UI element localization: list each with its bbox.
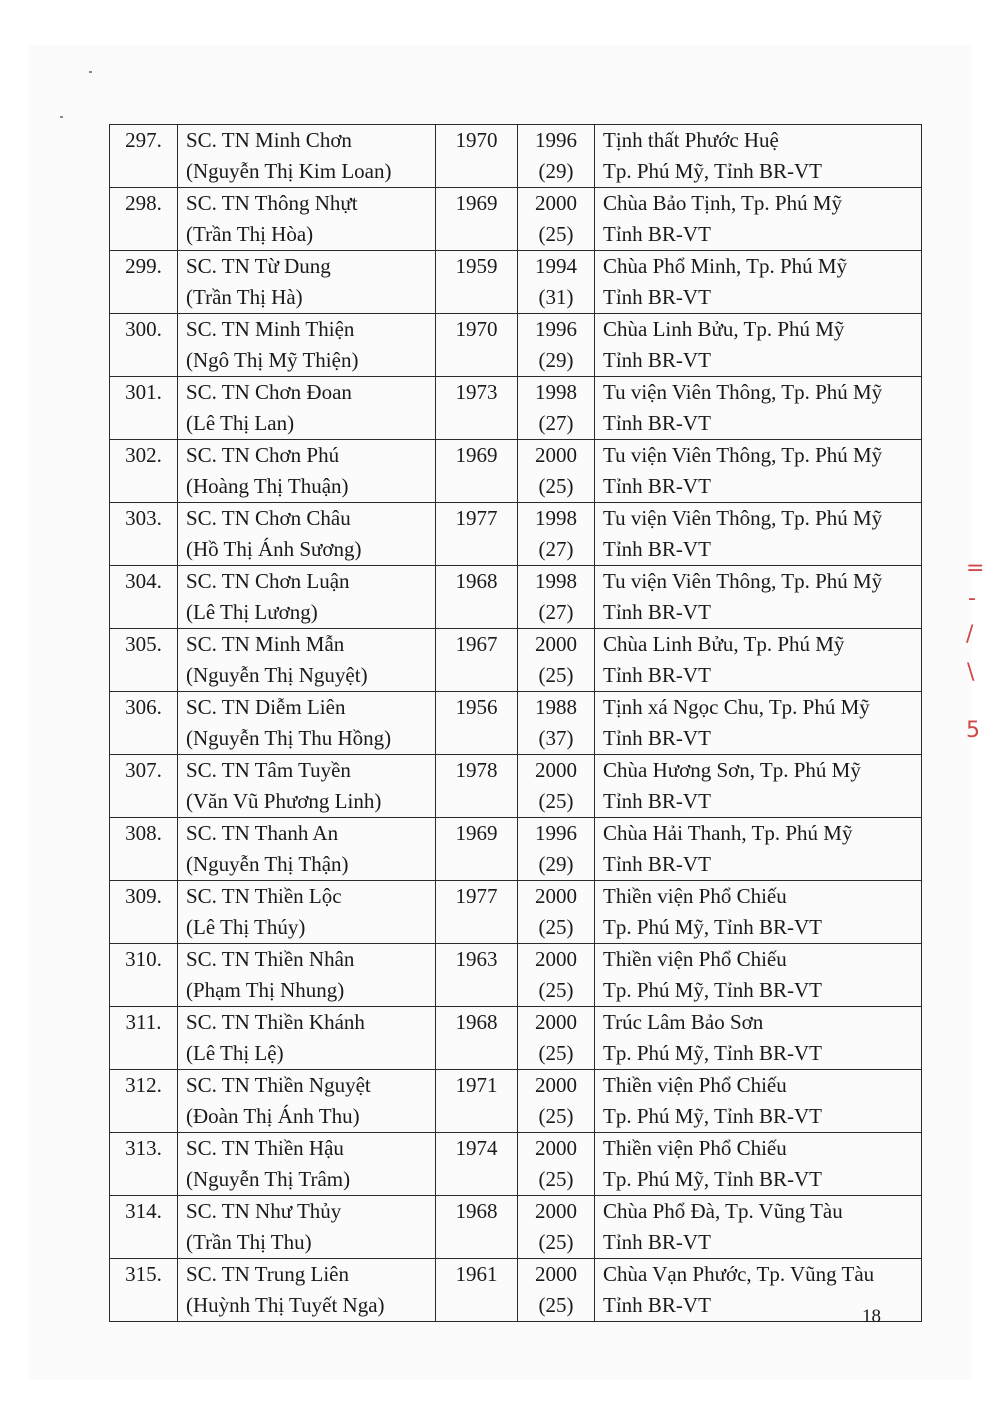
temple-location: Tp. Phú Mỹ, Tỉnh BR-VT (603, 978, 822, 1002)
table-row (110, 818, 922, 881)
name-cell (178, 125, 436, 188)
birth-year-cell (436, 440, 518, 503)
temple-name: Trúc Lâm Bảo Sơn (603, 1010, 764, 1034)
birth-year: 1969 (455, 821, 498, 845)
religious-name: SC. TN Chơn Phú (186, 443, 340, 467)
temple-location: Tp. Phú Mỹ, Tỉnh BR-VT (603, 159, 822, 183)
row-number: 315. (125, 1262, 162, 1286)
birth-year-cell (436, 1007, 518, 1070)
ordination-year: 2000 (535, 632, 577, 656)
ordination-age: (29) (538, 852, 574, 876)
row-number-cell (110, 944, 178, 1007)
name-cell (178, 818, 436, 881)
temple-name: Thiền viện Phổ Chiếu (603, 1136, 787, 1160)
table-row (110, 1133, 922, 1196)
lay-name: (Trần Thị Thu) (186, 1230, 312, 1254)
birth-year: 1971 (455, 1073, 498, 1097)
birth-year: 1968 (455, 1010, 498, 1034)
ordination-cell (518, 881, 595, 944)
scan-mark-red: = (966, 556, 985, 581)
birth-year: 1970 (455, 128, 498, 152)
ordination-age: (37) (538, 726, 574, 750)
table-row (110, 188, 922, 251)
birth-year-cell (436, 251, 518, 314)
lay-name: (Đoàn Thị Ánh Thu) (186, 1104, 360, 1128)
table-row (110, 944, 922, 1007)
table-row (110, 503, 922, 566)
lay-name: (Nguyễn Thị Thận) (186, 852, 349, 876)
ordination-year: 2000 (535, 947, 577, 971)
roster-body (110, 125, 922, 1322)
temple-location: Tỉnh BR-VT (603, 285, 711, 309)
temple-cell (595, 881, 922, 944)
birth-year-cell (436, 314, 518, 377)
ordination-cell (518, 755, 595, 818)
temple-name: Thiền viện Phổ Chiếu (603, 884, 787, 908)
birth-year-cell (436, 1259, 518, 1322)
row-number: 297. (125, 128, 162, 152)
lay-name: (Hồ Thị Ánh Sương) (186, 537, 362, 561)
table-row (110, 1259, 922, 1322)
religious-name: SC. TN Chơn Luận (186, 569, 350, 593)
temple-name: Chùa Vạn Phước, Tp. Vũng Tàu (603, 1262, 875, 1286)
ordination-cell (518, 1196, 595, 1259)
table-row (110, 1196, 922, 1259)
temple-cell (595, 1070, 922, 1133)
temple-location: Tỉnh BR-VT (603, 348, 711, 372)
name-cell (178, 629, 436, 692)
religious-name: SC. TN Minh Mẫn (186, 632, 345, 656)
temple-name: Tịnh thất Phước Huệ (603, 128, 779, 152)
ordination-cell (518, 377, 595, 440)
ordination-age: (27) (538, 537, 574, 561)
ordination-year: 1988 (535, 695, 577, 719)
scan-mark-red: / (966, 622, 974, 647)
row-number-cell (110, 314, 178, 377)
birth-year-cell (436, 566, 518, 629)
temple-name: Tu viện Viên Thông, Tp. Phú Mỹ (603, 380, 883, 404)
ordination-cell (518, 692, 595, 755)
ordination-age: (29) (538, 348, 574, 372)
religious-name: SC. TN Thanh An (186, 821, 339, 845)
birth-year-cell (436, 125, 518, 188)
religious-name: SC. TN Chơn Châu (186, 506, 351, 530)
temple-cell (595, 1007, 922, 1070)
name-cell (178, 314, 436, 377)
temple-cell (595, 1133, 922, 1196)
temple-location: Tỉnh BR-VT (603, 537, 711, 561)
ordination-age: (25) (538, 1104, 574, 1128)
birth-year-cell (436, 1133, 518, 1196)
row-number-cell (110, 818, 178, 881)
birth-year-cell (436, 881, 518, 944)
temple-location: Tỉnh BR-VT (603, 852, 711, 876)
temple-name: Chùa Bảo Tịnh, Tp. Phú Mỹ (603, 191, 842, 215)
temple-location: Tỉnh BR-VT (603, 222, 711, 246)
row-number-cell (110, 188, 178, 251)
table-row (110, 377, 922, 440)
temple-location: Tỉnh BR-VT (603, 600, 711, 624)
religious-name: SC. TN Thông Nhựt (186, 191, 358, 215)
religious-name: SC. TN Từ Dung (186, 254, 331, 278)
name-cell (178, 503, 436, 566)
religious-name: SC. TN Thiền Khánh (186, 1010, 365, 1034)
row-number: 305. (125, 632, 162, 656)
ordination-age: (27) (538, 411, 574, 435)
ordination-year: 2000 (535, 191, 577, 215)
lay-name: (Lê Thị Lan) (186, 411, 295, 435)
row-number: 310. (125, 947, 162, 971)
row-number-cell (110, 1070, 178, 1133)
table-row (110, 1070, 922, 1133)
birth-year-cell (436, 944, 518, 1007)
temple-name: Chùa Phổ Đà, Tp. Vũng Tàu (603, 1199, 843, 1223)
temple-name: Thiền viện Phổ Chiếu (603, 947, 787, 971)
temple-cell (595, 188, 922, 251)
row-number: 303. (125, 506, 162, 530)
temple-cell (595, 944, 922, 1007)
temple-cell (595, 1196, 922, 1259)
lay-name: (Lê Thị Lương) (186, 600, 318, 624)
temple-cell (595, 692, 922, 755)
ordination-cell (518, 629, 595, 692)
ordination-year: 1996 (535, 317, 577, 341)
scan-mark-red: 5 (966, 718, 980, 743)
lay-name: (Văn Vũ Phương Linh) (186, 789, 382, 813)
religious-name: SC. TN Minh Chơn (186, 128, 352, 152)
table-row (110, 251, 922, 314)
temple-location: Tỉnh BR-VT (603, 726, 711, 750)
row-number: 300. (125, 317, 162, 341)
row-number-cell (110, 1196, 178, 1259)
name-cell (178, 1196, 436, 1259)
religious-name: SC. TN Thiền Nhân (186, 947, 355, 971)
lay-name: (Nguyễn Thị Nguyệt) (186, 663, 368, 687)
temple-name: Chùa Linh Bửu, Tp. Phú Mỹ (603, 317, 845, 341)
lay-name: (Phạm Thị Nhung) (186, 978, 345, 1002)
row-number-cell (110, 251, 178, 314)
birth-year: 1969 (455, 191, 498, 215)
name-cell (178, 377, 436, 440)
birth-year-cell (436, 1196, 518, 1259)
ordination-year: 2000 (535, 758, 577, 782)
religious-name: SC. TN Thiền Hậu (186, 1136, 344, 1160)
ordination-age: (29) (538, 159, 574, 183)
ordination-year: 2000 (535, 1262, 577, 1286)
ordination-cell (518, 125, 595, 188)
ordination-year: 1996 (535, 128, 577, 152)
birth-year-cell (436, 629, 518, 692)
row-number: 299. (125, 254, 162, 278)
name-cell (178, 566, 436, 629)
temple-name: Tu viện Viên Thông, Tp. Phú Mỹ (603, 443, 883, 467)
birth-year: 1973 (455, 380, 498, 404)
religious-name: SC. TN Tâm Tuyền (186, 758, 351, 782)
roster-table (109, 124, 922, 1322)
temple-cell (595, 377, 922, 440)
name-cell (178, 944, 436, 1007)
name-cell (178, 1070, 436, 1133)
scan-mark-red: \ (967, 660, 975, 685)
ordination-cell (518, 440, 595, 503)
ordination-age: (25) (538, 789, 574, 813)
temple-location: Tp. Phú Mỹ, Tỉnh BR-VT (603, 1041, 822, 1065)
lay-name: (Nguyễn Thị Thu Hồng) (186, 726, 392, 750)
scan-speck (60, 116, 63, 118)
row-number: 314. (125, 1199, 162, 1223)
ordination-age: (25) (538, 1167, 574, 1191)
ordination-age: (27) (538, 600, 574, 624)
birth-year: 1968 (455, 569, 498, 593)
table-row (110, 881, 922, 944)
birth-year: 1963 (455, 947, 498, 971)
birth-year: 1977 (455, 884, 498, 908)
religious-name: SC. TN Trung Liên (186, 1262, 349, 1286)
ordination-year: 1994 (535, 254, 577, 278)
birth-year-cell (436, 503, 518, 566)
ordination-year: 1996 (535, 821, 577, 845)
ordination-year: 2000 (535, 1136, 577, 1160)
row-number-cell (110, 755, 178, 818)
row-number-cell (110, 629, 178, 692)
ordination-cell (518, 188, 595, 251)
temple-cell (595, 251, 922, 314)
lay-name: (Nguyễn Thị Kim Loan) (186, 159, 392, 183)
temple-name: Chùa Linh Bửu, Tp. Phú Mỹ (603, 632, 845, 656)
row-number: 312. (125, 1073, 162, 1097)
ordination-age: (25) (538, 474, 574, 498)
ordination-age: (25) (538, 978, 574, 1002)
row-number-cell (110, 1133, 178, 1196)
birth-year-cell (436, 818, 518, 881)
temple-cell (595, 755, 922, 818)
birth-year: 1956 (455, 695, 498, 719)
ordination-cell (518, 1007, 595, 1070)
row-number-cell (110, 503, 178, 566)
temple-cell (595, 314, 922, 377)
temple-name: Thiền viện Phổ Chiếu (603, 1073, 787, 1097)
row-number: 306. (125, 695, 162, 719)
name-cell (178, 881, 436, 944)
ordination-cell (518, 251, 595, 314)
name-cell (178, 1133, 436, 1196)
temple-cell (595, 566, 922, 629)
birth-year: 1959 (455, 254, 498, 278)
ordination-year: 1998 (535, 380, 577, 404)
ordination-year: 2000 (535, 443, 577, 467)
row-number: 302. (125, 443, 162, 467)
birth-year: 1961 (455, 1262, 498, 1286)
temple-cell (595, 503, 922, 566)
temple-location: Tỉnh BR-VT (603, 663, 711, 687)
row-number-cell (110, 125, 178, 188)
ordination-age: (25) (538, 1230, 574, 1254)
row-number: 307. (125, 758, 162, 782)
table-row (110, 1007, 922, 1070)
temple-name: Tu viện Viên Thông, Tp. Phú Mỹ (603, 569, 883, 593)
row-number-cell (110, 566, 178, 629)
birth-year-cell (436, 1070, 518, 1133)
row-number: 311. (125, 1010, 162, 1034)
name-cell (178, 188, 436, 251)
lay-name: (Huỳnh Thị Tuyết Nga) (186, 1293, 385, 1317)
temple-location: Tp. Phú Mỹ, Tỉnh BR-VT (603, 915, 822, 939)
birth-year-cell (436, 755, 518, 818)
table-row (110, 566, 922, 629)
name-cell (178, 1007, 436, 1070)
temple-name: Tu viện Viên Thông, Tp. Phú Mỹ (603, 506, 883, 530)
lay-name: (Trần Thị Hòa) (186, 222, 314, 246)
table-row (110, 692, 922, 755)
row-number: 304. (125, 569, 162, 593)
religious-name: SC. TN Minh Thiện (186, 317, 355, 341)
ordination-age: (25) (538, 663, 574, 687)
ordination-age: (31) (538, 285, 574, 309)
lay-name: (Trần Thị Hà) (186, 285, 303, 309)
ordination-age: (25) (538, 1293, 574, 1317)
temple-location: Tp. Phú Mỹ, Tỉnh BR-VT (603, 1167, 822, 1191)
temple-name: Chùa Phổ Minh, Tp. Phú Mỹ (603, 254, 848, 278)
birth-year: 1969 (455, 443, 498, 467)
birth-year: 1967 (455, 632, 498, 656)
ordination-age: (25) (538, 222, 574, 246)
religious-name: SC. TN Diễm Liên (186, 695, 346, 719)
birth-year: 1977 (455, 506, 498, 530)
temple-location: Tỉnh BR-VT (603, 1293, 711, 1317)
temple-cell (595, 125, 922, 188)
birth-year-cell (436, 377, 518, 440)
name-cell (178, 440, 436, 503)
temple-name: Tịnh xá Ngọc Chu, Tp. Phú Mỹ (603, 695, 870, 719)
scan-mark-red: - (968, 586, 976, 611)
ordination-age: (25) (538, 1041, 574, 1065)
temple-cell (595, 440, 922, 503)
birth-year: 1978 (455, 758, 498, 782)
birth-year: 1974 (455, 1136, 498, 1160)
ordination-age: (25) (538, 915, 574, 939)
row-number-cell (110, 440, 178, 503)
name-cell (178, 251, 436, 314)
temple-location: Tỉnh BR-VT (603, 411, 711, 435)
name-cell (178, 1259, 436, 1322)
table-row (110, 314, 922, 377)
religious-name: SC. TN Thiền Lộc (186, 884, 342, 908)
name-cell (178, 692, 436, 755)
temple-name: Chùa Hương Sơn, Tp. Phú Mỹ (603, 758, 861, 782)
ordination-year: 1998 (535, 569, 577, 593)
row-number-cell (110, 692, 178, 755)
ordination-cell (518, 1259, 595, 1322)
ordination-cell (518, 314, 595, 377)
temple-cell (595, 818, 922, 881)
religious-name: SC. TN Như Thủy (186, 1199, 342, 1223)
temple-location: Tp. Phú Mỹ, Tỉnh BR-VT (603, 1104, 822, 1128)
religious-name: SC. TN Thiền Nguyệt (186, 1073, 371, 1097)
lay-name: (Hoàng Thị Thuận) (186, 474, 349, 498)
row-number: 298. (125, 191, 162, 215)
temple-location: Tỉnh BR-VT (603, 1230, 711, 1254)
row-number: 313. (125, 1136, 162, 1160)
birth-year-cell (436, 692, 518, 755)
table-row (110, 440, 922, 503)
lay-name: (Ngô Thị Mỹ Thiện) (186, 348, 359, 372)
birth-year-cell (436, 188, 518, 251)
ordination-cell (518, 1133, 595, 1196)
name-cell (178, 755, 436, 818)
row-number-cell (110, 377, 178, 440)
ordination-year: 2000 (535, 1073, 577, 1097)
ordination-cell (518, 818, 595, 881)
lay-name: (Nguyễn Thị Trâm) (186, 1167, 351, 1191)
scan-speck (89, 71, 92, 73)
birth-year: 1970 (455, 317, 498, 341)
lay-name: (Lê Thị Lệ) (186, 1041, 284, 1065)
table-row (110, 755, 922, 818)
ordination-year: 2000 (535, 884, 577, 908)
ordination-cell (518, 566, 595, 629)
table-row (110, 125, 922, 188)
ordination-cell (518, 503, 595, 566)
row-number-cell (110, 881, 178, 944)
ordination-cell (518, 1070, 595, 1133)
row-number-cell (110, 1007, 178, 1070)
ordination-cell (518, 944, 595, 1007)
page-number: 18 (862, 1306, 881, 1327)
temple-cell (595, 629, 922, 692)
temple-location: Tỉnh BR-VT (603, 474, 711, 498)
row-number-cell (110, 1259, 178, 1322)
row-number: 301. (125, 380, 162, 404)
row-number: 308. (125, 821, 162, 845)
lay-name: (Lê Thị Thúy) (186, 915, 306, 939)
temple-location: Tỉnh BR-VT (603, 789, 711, 813)
table-row (110, 629, 922, 692)
religious-name: SC. TN Chơn Đoan (186, 380, 352, 404)
ordination-year: 2000 (535, 1010, 577, 1034)
ordination-year: 1998 (535, 506, 577, 530)
row-number: 309. (125, 884, 162, 908)
ordination-year: 2000 (535, 1199, 577, 1223)
temple-name: Chùa Hải Thanh, Tp. Phú Mỹ (603, 821, 853, 845)
birth-year: 1968 (455, 1199, 498, 1223)
